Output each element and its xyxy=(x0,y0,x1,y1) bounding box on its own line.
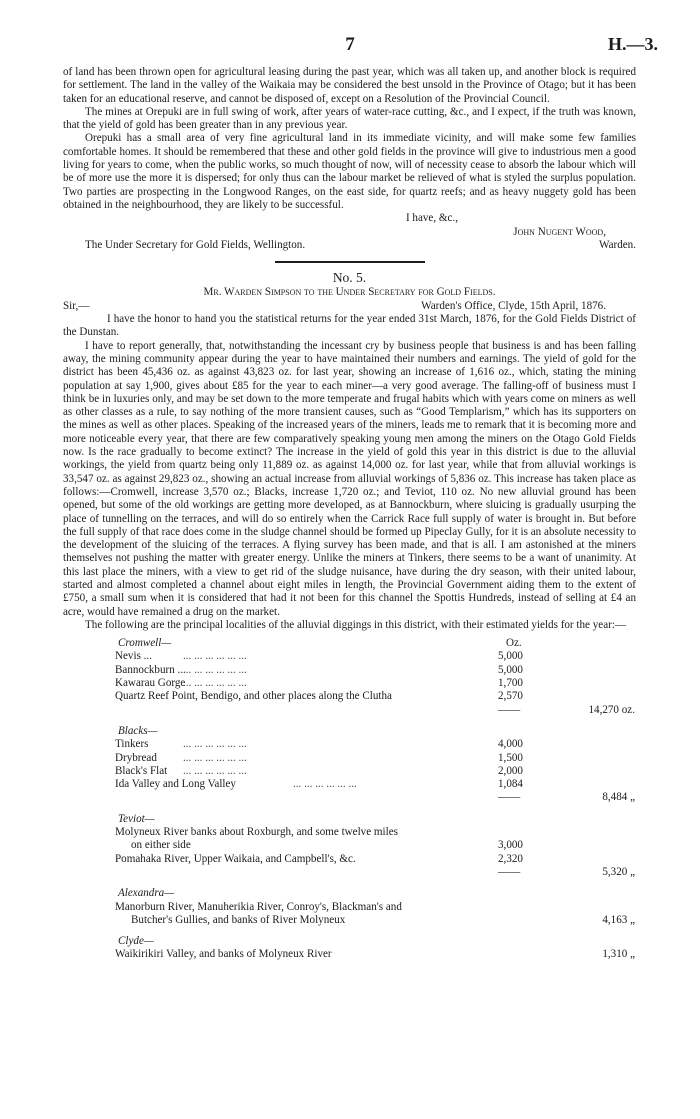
signature: John Nugent Wood, xyxy=(513,225,606,238)
page-header xyxy=(0,34,700,58)
yield-value: 1,700 xyxy=(498,677,523,690)
yield-value: 2,320 xyxy=(498,852,523,865)
place-name: Waikirikiri Valley, and banks of Molyneux River xyxy=(115,948,332,961)
subtotal-alexandra: 4,163 „ xyxy=(602,913,635,926)
yield-value: 1,500 xyxy=(498,751,523,764)
subtotal-row xyxy=(63,791,636,804)
dot-leader: ... ... ... ... ... ... xyxy=(183,663,247,676)
table-row xyxy=(63,752,636,765)
table-row xyxy=(63,677,636,690)
place-name: Quartz Reef Point, Bendigo, and other places along the Clutha xyxy=(115,690,392,703)
table-row xyxy=(63,778,636,791)
paragraph: of land has been thrown open for agricultural leasing during the past year, which was all taken up, and another block is required for settlement. The land in the valley of the Waikaia may be considered the best unsold in the Province of Otago; but it has been taken for an educational reserve, and cannot be disposed of, except on a Resolution of the Provincial Council. xyxy=(63,66,636,105)
paragraph: I have to report generally, that, notwithstanding the incessant cry by business people that business is and has been falling away, the mining community appear during the year to have maintained their numbers and earnings. The yield of gold for the district has been 45,436 oz. as against 43,823 oz. for last year, showing an increase of 1,616 oz., which, stating the mining population at say 1,900, gives about £85 for the year to each miner—a very good average. The falling-off of business must I think be in luxuries only, and may be set down to the more temperate and frugal habits which with years come on miners as well as other classes as a rule, to say nothing of the more transient causes, such as “Good Templarism,” which has its supporters on the mines as well as other places. Speaking of the increased years of the miners, leads me to remark that it is becoming more and more noticeable every year, that there are few comparatively speaking young men among the miners on the Otago Gold Fields now. Is the race gradually to become extinct? The increase in the yield of gold this year in this district is due to the alluvial workings, the yield from quartz being only 11,889 oz. as against 14,000 oz. for last year, while that from alluvial workings is 33,547 oz. as against 29,823 oz., showing an actual increase from alluvial workings of 5,836 oz. This increase has taken place as follows:—Cromwell, increase 3,570 oz.; Blacks, increase 1,720 oz.; and Teviot, 110 oz. No new alluvial ground has been opened, but some of the old workings are getting more developed, as at Bannockburn, where sluicing is gradually usurping the place of tunnelling on the terraces, and will do so entirely when the Carrick Race full supply of water is brought in. But before the full supply of that race does come in the sludge channel should be formed up Pipeclay Gully, for it is an absolute necessity to the development of the sluicing of the terraces. A flying survey has been made, and that is all. I am astonished at the miners themselves not pushing the matter with greater energy. Unlike the miners at Tinkers, there seems to be a want of unanimity. At this last place the miners, with a view to get rid of the sludge nuisance, have during the dry season, with their united labour, started and almost completed a channel about eight miles in length, the Provincial Government aiding them to the extent of £750, a small sum when it is considered that had it not been for this channel the Spottis Hundreds, instead of selling at £4 an acre, would have remained a drug on the market. xyxy=(63,339,636,618)
subtotal-cromwell: 14,270 oz. xyxy=(588,703,635,716)
closing-line: I have, &c., xyxy=(405,212,458,225)
letter-heading: Mr. Warden Simpson to the Under Secretary for Gold Fields. xyxy=(203,286,496,299)
table-row xyxy=(63,664,636,677)
yield-value: 3,000 xyxy=(498,839,523,852)
table-row xyxy=(63,690,636,703)
place-name: Manorburn River, Manuherikia River, Conroy's, Blackman's and xyxy=(115,900,402,913)
yields-table xyxy=(63,637,636,962)
place-name: Pomahaka River, Upper Waikaia, and Campbell's, &c. xyxy=(115,852,356,865)
yield-value: 4,000 xyxy=(498,738,523,751)
place-name: Bannockburn ... xyxy=(115,663,186,676)
paragraph: The mines at Orepuki are in full swing of work, after years of water-race cutting, &c., and I expect, if the truth was known, that the yield of gold has been greater than in any previous year. xyxy=(63,105,636,132)
place-name: Butcher's Gullies, and banks of River Molyneux xyxy=(131,913,346,926)
table-row xyxy=(63,901,636,914)
place-name: Drybread xyxy=(115,751,157,764)
dot-leader: ... ... ... ... ... ... xyxy=(183,677,247,690)
group-label-alexandra: Alexandra— xyxy=(118,887,175,900)
section-divider xyxy=(275,261,425,263)
dot-leader: ... ... ... ... ... ... xyxy=(183,764,247,777)
paragraph: Orepuki has a small area of very fine agricultural land in its immediate vicinity, and will make some few families comfortable homes. It should be remembered that these and other gold fields in the province will give to industrious men a good living for years to come, when the public works, so much thought of now, will of necessity cease to absorb the labour which will be of more use the more it is dispersed; for only thus can the labour market be relieved of what is styled the surplus population. Two parties are prospecting in the Longwood Ranges, on the east side, for quartz reefs; and as heavy nuggety gold has been obtained in the neighbourhood, they are likely to be successful. xyxy=(63,132,636,211)
dot-leader: ... ... ... ... ... ... xyxy=(293,778,357,791)
table-row xyxy=(63,826,636,839)
yield-value: 5,000 xyxy=(498,663,523,676)
place-name: Nevis ... xyxy=(115,650,152,663)
dot-leader: ... ... ... ... ... ... xyxy=(183,751,247,764)
table-row xyxy=(63,765,636,778)
place-date: Warden's Office, Clyde, 15th April, 1876. xyxy=(421,299,606,312)
place-name: Ida Valley and Long Valley xyxy=(115,778,236,791)
unit-header: Oz. xyxy=(506,637,522,650)
table-row xyxy=(63,948,636,961)
group-label-cromwell: Cromwell— xyxy=(118,637,172,650)
table-row xyxy=(63,738,636,751)
place-name: Black's Flat xyxy=(115,764,168,777)
place-name: on either side xyxy=(131,839,191,852)
table-row xyxy=(63,650,636,663)
subtotal-row xyxy=(63,704,636,717)
subtotal-row xyxy=(63,866,636,879)
letter-number: No. 5. xyxy=(332,270,367,286)
group-label-teviot: Teviot— xyxy=(118,812,155,825)
subtotal-teviot: 5,320 „ xyxy=(602,865,635,878)
table-row xyxy=(63,853,636,866)
place-name: Molyneux River banks about Roxburgh, and some twelve miles xyxy=(115,826,398,839)
addressee: The Under Secretary for Gold Fields, Wellington. xyxy=(85,238,306,251)
dot-leader: ... ... ... ... ... ... xyxy=(183,738,247,751)
salutation: Sir,— xyxy=(63,299,90,312)
yield-value: 5,000 xyxy=(498,650,523,663)
yield-value: 2,000 xyxy=(498,764,523,777)
table-row xyxy=(63,914,636,927)
group-label-blacks: Blacks— xyxy=(118,724,158,737)
dash-rule: —— xyxy=(498,703,521,716)
yield-value: 2,570 xyxy=(498,690,523,703)
yield-value: 1,084 xyxy=(498,778,523,791)
group-label-clyde: Clyde— xyxy=(118,935,154,948)
subtotal-clyde: 1,310 „ xyxy=(602,948,635,961)
page-number: 7 xyxy=(345,34,355,55)
paragraph: I have the honor to hand you the statistical returns for the year ended 31st March, 1876, for the Gold Fields District of the Dunstan. xyxy=(63,313,636,339)
paper-code: H.—3. xyxy=(607,34,658,54)
paragraph: The following are the principal localities of the alluvial diggings in this district, with their estimated yields for the year:— xyxy=(85,618,626,631)
signatory-title: Warden. xyxy=(599,238,636,251)
place-name: Tinkers xyxy=(115,738,149,751)
dash-rule: —— xyxy=(498,865,521,878)
document-body xyxy=(63,66,636,962)
dot-leader: ... ... ... ... ... ... xyxy=(183,650,247,663)
subtotal-blacks: 8,484 „ xyxy=(602,791,635,804)
dash-rule: —— xyxy=(498,791,521,804)
table-row xyxy=(63,839,636,852)
place-name: Kawarau Gorge xyxy=(115,677,186,690)
